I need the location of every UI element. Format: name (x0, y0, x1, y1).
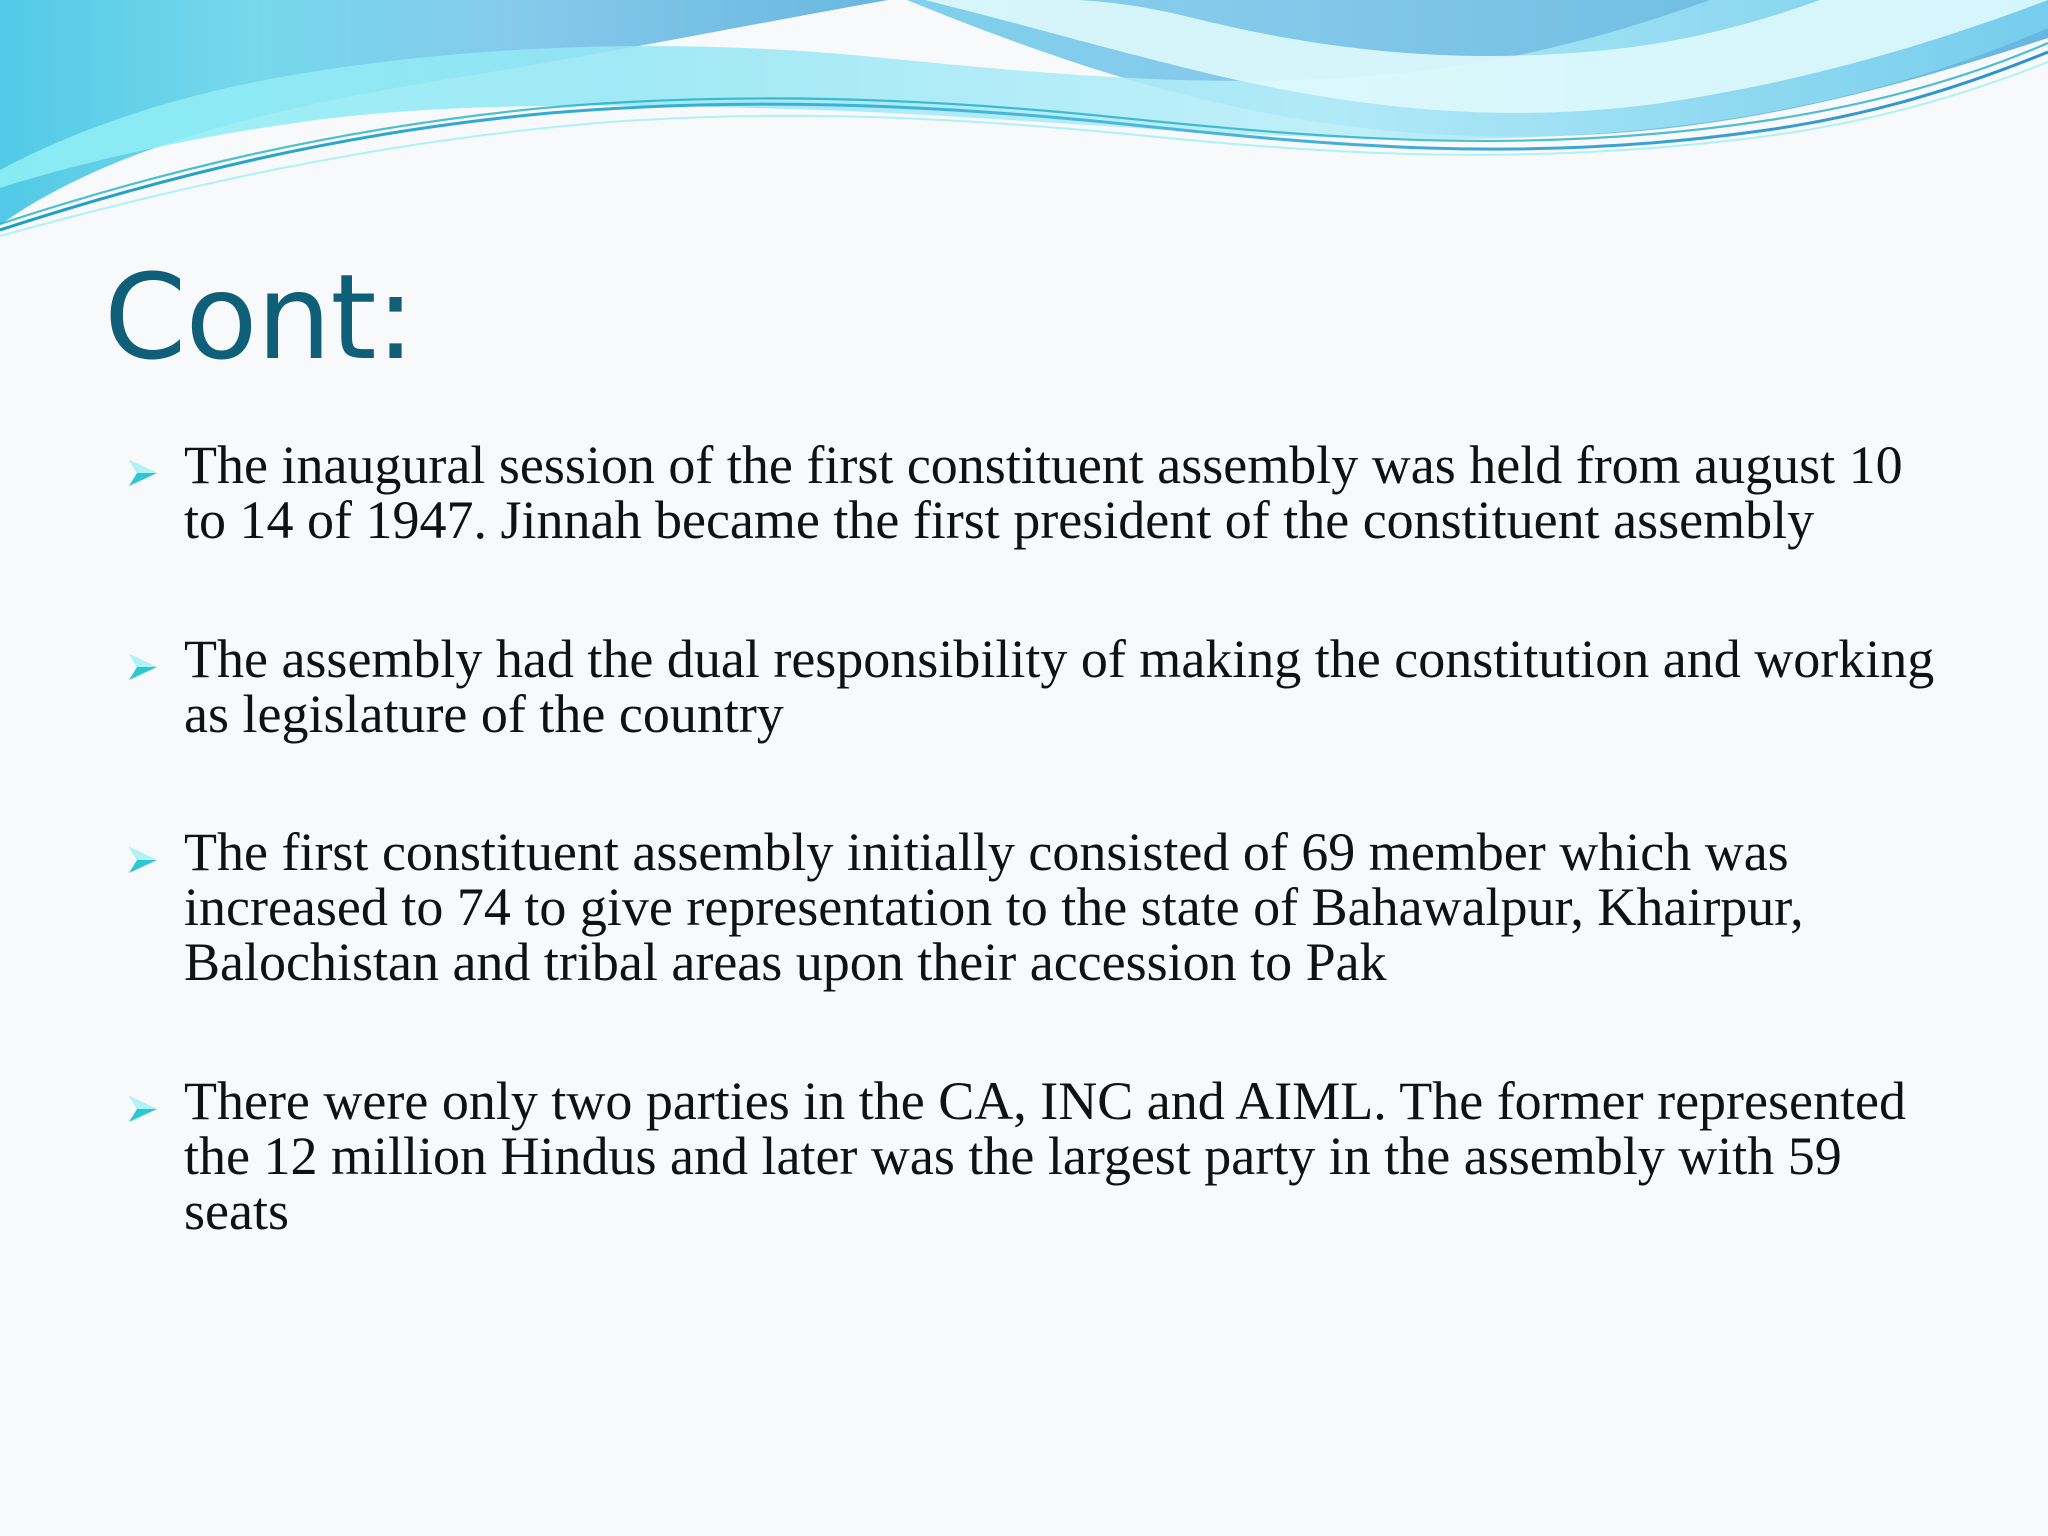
slide-title: Cont: (104, 248, 415, 386)
bullet-text: The inaugural session of the first constituent assembly was held from august 10 to 14 of 1947. Jinnah became the first president of the constituent assembly (184, 435, 1903, 550)
bullet-text: There were only two parties in the CA, INC and AIML. The former represented the 12 million Hindus and later was the largest party in the assembly with 59 seats (184, 1071, 1906, 1241)
bullet-text: The assembly had the dual responsibility of making the constitution and working as legislature of the country (184, 629, 1935, 744)
bullet-text: The first constituent assembly initially consisted of 69 member which was increased to 74 to give representation to the state of Bahawalpur, Khairpur, Balochistan and tribal areas upon their accession to Pak (184, 822, 1804, 992)
list-item (126, 435, 1936, 550)
bullet-list (126, 435, 1936, 1323)
list-item (126, 1071, 1936, 1241)
arrowhead-bullet-icon (126, 456, 160, 490)
arrowhead-bullet-icon (126, 650, 160, 684)
arrowhead-bullet-icon (126, 843, 160, 877)
list-item (126, 822, 1936, 992)
header-wave-decoration (0, 0, 2048, 240)
list-item (126, 629, 1936, 744)
arrowhead-bullet-icon (126, 1092, 160, 1126)
